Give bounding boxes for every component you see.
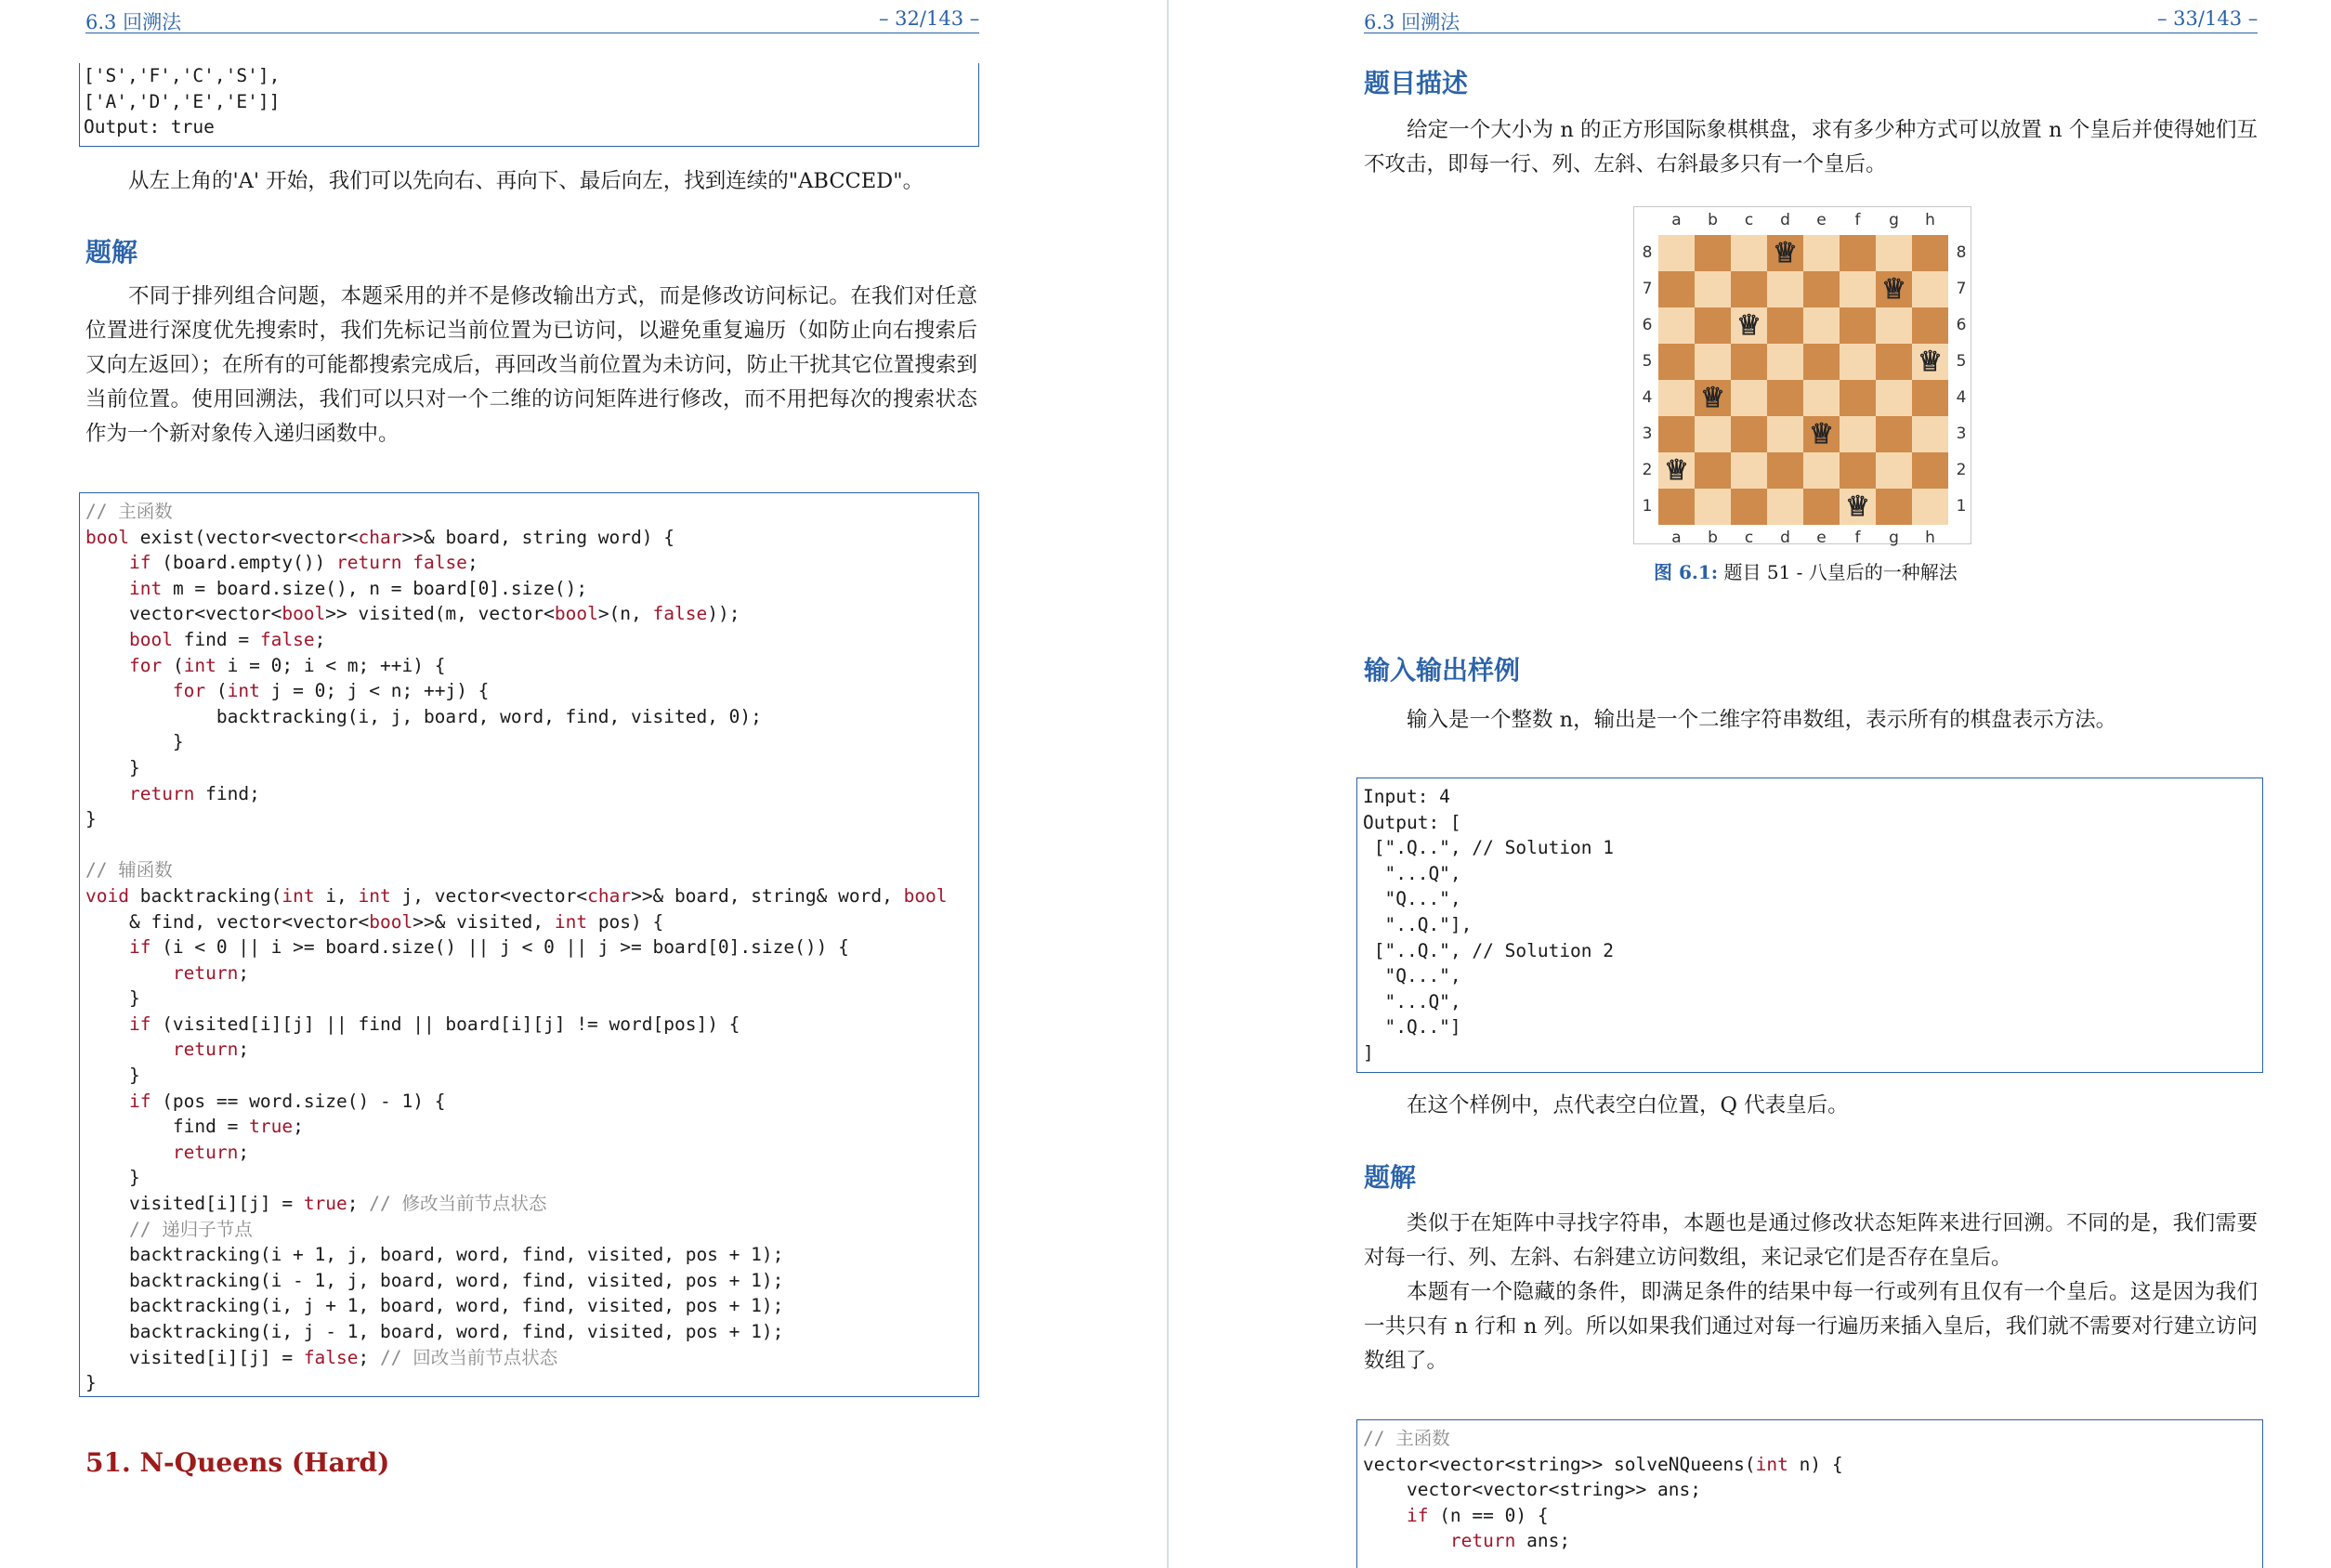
square-h6 <box>1912 307 1948 344</box>
file-label-f-top: f <box>1854 211 1861 229</box>
square-a5 <box>1658 344 1695 380</box>
square-d7 <box>1767 271 1803 307</box>
square-e8 <box>1803 235 1840 271</box>
main-code-text: // 主函数 bool exist(vector<vector<char>>& board, string word) { if (board.empty()) return false; int m = board.size(), n = board[0].size(); vector<vector<bool>> visited(m, vector<bool>(n, false)); bool find = false; for (int i = 0; i < m; ++i) { for (int j = 0; j < n; ++j) { backtracking(i, j, board, word, find, visited, 0); } } return find; } // 辅函数 void backtracking(int i, int j, vector<vector<char>>& board, string& word, bool & find, vector<vector<bool>>& visited, int pos) { if (i < 0 || i >= board.size() || j < 0 || j >= board[0].size()) { return; } if (visited[i][j] || find || board[i][j] != word[pos]) { return; } if (pos == word.size() - 1) { find = true; return; } visited[i][j] = true; // 修改当前节点状态 // 递归子节点 backtracking(i + 1, j, board, word, find, visited, pos + 1); backtracking(i - 1, j, board, word, find, visited, pos + 1); backtracking(i, j + 1, board, word, find, visited, pos + 1); backtracking(i, j - 1, board, word, find, visited, pos + 1); visited[i][j] = false; // 回改当前节点状态 } <box>85 501 948 1394</box>
file-label-g-bottom: g <box>1889 529 1899 547</box>
solution-paragraph-1: 类似于在矩阵中寻找字符串，本题也是通过修改状态矩阵来进行回溯。不同的是，我们需要对每一行、列、左斜、右斜建立访问数组，来记录它们是否存在皇后。 <box>1364 1211 2258 1270</box>
example-explanation: 从左上角的'A' 开始，我们可以先向右、再向下、最后向左，找到连续的"ABCCED"。 <box>128 169 924 193</box>
square-c5 <box>1731 344 1767 380</box>
problem-title: 51. N-Queens (Hard) <box>85 1447 390 1478</box>
square-c7 <box>1731 271 1767 307</box>
file-label-a-top: a <box>1671 211 1682 229</box>
square-h2 <box>1912 452 1948 489</box>
rank-label-2-left: 2 <box>1642 461 1653 479</box>
square-c4 <box>1731 380 1767 416</box>
section-heading-description: 题目描述 <box>1364 68 1469 98</box>
rank-label-4-left: 4 <box>1642 388 1653 407</box>
square-e1 <box>1803 489 1840 525</box>
io-code-block <box>1356 777 2263 1073</box>
square-f3 <box>1840 416 1876 452</box>
square-c3 <box>1731 416 1767 452</box>
queen-icon-g7: ♕ <box>1881 273 1906 306</box>
square-f2 <box>1840 452 1876 489</box>
left-header-page-number: – 32/143 – <box>879 7 980 30</box>
square-g6 <box>1876 307 1912 344</box>
square-g3 <box>1876 416 1912 452</box>
rank-label-5-left: 5 <box>1642 352 1653 371</box>
square-a1 <box>1658 489 1695 525</box>
square-d2 <box>1767 452 1803 489</box>
square-f6 <box>1840 307 1876 344</box>
queen-icon-a2: ♕ <box>1664 454 1689 487</box>
square-d4 <box>1767 380 1803 416</box>
square-b6 <box>1695 307 1731 344</box>
io-paragraph: 输入是一个整数 n，输出是一个二维字符串数组，表示所有的棋盘表示方法。 <box>1407 708 2117 732</box>
square-d1 <box>1767 489 1803 525</box>
rank-label-5-right: 5 <box>1956 352 1967 371</box>
queen-icon-d8: ♕ <box>1773 237 1798 269</box>
queen-icon-b4: ♕ <box>1700 382 1725 414</box>
queen-icon-f1: ♕ <box>1845 490 1870 523</box>
square-h4 <box>1912 380 1948 416</box>
square-a6 <box>1658 307 1695 344</box>
square-d5 <box>1767 344 1803 380</box>
file-label-a-bottom: a <box>1671 529 1682 547</box>
square-c8 <box>1731 235 1767 271</box>
rank-label-7-right: 7 <box>1956 280 1967 298</box>
square-c2 <box>1731 452 1767 489</box>
chessboard <box>1658 235 1948 525</box>
file-label-d-top: d <box>1780 211 1790 229</box>
file-label-h-bottom: h <box>1925 529 1935 547</box>
square-h1 <box>1912 489 1948 525</box>
square-e5 <box>1803 344 1840 380</box>
square-b2 <box>1695 452 1731 489</box>
square-b7 <box>1695 271 1731 307</box>
solution-paragraph: 不同于排列组合问题，本题采用的并不是修改输出方式，而是修改访问标记。在我们对任意位置进行深度优先搜索时，我们先标记当前位置为已访问，以避免重复遍历（如防止向右搜索后又向左返回）；在所有的可能都搜索完成后，再回改当前位置为未访问，防止干扰其它位置搜索到当前位置。使用回溯法，我们可以只对一个二维的访问矩阵进行修改，而不用把每次的搜索状态作为一个新对象传入递归函数中。 <box>85 284 977 446</box>
square-a3 <box>1658 416 1695 452</box>
top-code-text: ['S','F','C','S'], ['A','D','E','E']] Output: true <box>84 65 281 138</box>
rank-label-7-left: 7 <box>1642 280 1653 298</box>
chessboard-figure <box>1633 206 1971 547</box>
io-code-text: Input: 4 Output: [ [".Q..", // Solution 1 "...Q", "Q...", "..Q."], ["..Q.", // Solution 2 "Q...", "...Q", ".Q.."] ] <box>1363 786 1615 1064</box>
figure-caption-label: 图 6.1: <box>1654 561 1719 583</box>
file-label-b-top: b <box>1708 211 1718 229</box>
square-g4 <box>1876 380 1912 416</box>
square-d3 <box>1767 416 1803 452</box>
file-label-e-top: e <box>1816 211 1827 229</box>
square-g1 <box>1876 489 1912 525</box>
rank-label-1-right: 1 <box>1956 497 1967 516</box>
rank-label-3-right: 3 <box>1956 425 1967 443</box>
right-header-title: 6.3 回溯法 <box>1364 11 1460 33</box>
square-g8 <box>1876 235 1912 271</box>
file-label-b-bottom: b <box>1708 529 1718 547</box>
description-paragraph: 给定一个大小为 n 的正方形国际象棋棋盘，求有多少种方式可以放置 n 个皇后并使得她们互不攻击，即每一行、列、左斜、右斜最多只有一个皇后。 <box>1364 118 2258 176</box>
rank-label-6-right: 6 <box>1956 316 1967 334</box>
file-label-g-top: g <box>1889 211 1899 229</box>
file-label-c-bottom: c <box>1744 529 1754 547</box>
queen-icon-c6: ♕ <box>1736 309 1761 342</box>
square-h7 <box>1912 271 1948 307</box>
solution-paragraph-2: 本题有一个隐藏的条件，即满足条件的结果中每一行或列有且仅有一个皇后。这是因为我们一共只有 n 行和 n 列。所以如果我们通过对每一行遍历来插入皇后，我们就不需要对行建立访问数组了。 <box>1364 1280 2258 1373</box>
square-e6 <box>1803 307 1840 344</box>
section-heading-solution: 题解 <box>85 237 138 268</box>
file-label-e-bottom: e <box>1816 529 1827 547</box>
square-f5 <box>1840 344 1876 380</box>
main-code-block <box>79 492 979 1397</box>
square-f4 <box>1840 380 1876 416</box>
square-b8 <box>1695 235 1731 271</box>
rank-label-3-left: 3 <box>1642 425 1653 443</box>
square-g5 <box>1876 344 1912 380</box>
square-f8 <box>1840 235 1876 271</box>
solve-code-text: // 主函数 vector<vector<string>> solveNQueens(int n) { vector<vector<string>> ans; if (n == 0) { return ans; <box>1363 1428 1843 1552</box>
section-heading-solution-right: 题解 <box>1364 1162 1417 1193</box>
left-header-title: 6.3 回溯法 <box>85 11 182 33</box>
queen-icon-h5: ♕ <box>1918 346 1943 378</box>
rank-label-8-right: 8 <box>1956 243 1967 262</box>
rank-label-6-left: 6 <box>1642 316 1653 334</box>
square-e4 <box>1803 380 1840 416</box>
rank-label-4-right: 4 <box>1956 388 1967 407</box>
square-h8 <box>1912 235 1948 271</box>
file-label-f-bottom: f <box>1854 529 1861 547</box>
file-label-h-top: h <box>1925 211 1935 229</box>
file-label-d-bottom: d <box>1780 529 1790 547</box>
solve-code-block <box>1356 1419 2263 1568</box>
square-h3 <box>1912 416 1948 452</box>
right-header-page-number: – 33/143 – <box>2157 7 2259 30</box>
square-g2 <box>1876 452 1912 489</box>
square-f7 <box>1840 271 1876 307</box>
square-a8 <box>1658 235 1695 271</box>
square-a7 <box>1658 271 1695 307</box>
file-label-c-top: c <box>1744 211 1754 229</box>
square-e2 <box>1803 452 1840 489</box>
square-e7 <box>1803 271 1840 307</box>
io-note: 在这个样例中，点代表空白位置，Q 代表皇后。 <box>1407 1093 1849 1117</box>
square-b1 <box>1695 489 1731 525</box>
square-a4 <box>1658 380 1695 416</box>
square-b3 <box>1695 416 1731 452</box>
rank-label-2-right: 2 <box>1956 461 1967 479</box>
figure-caption <box>1654 557 1958 584</box>
figure-caption-text: 题目 51 - 八皇后的一种解法 <box>1723 561 1958 583</box>
rank-label-1-left: 1 <box>1642 497 1653 516</box>
section-heading-io: 输入输出样例 <box>1364 655 1521 686</box>
rank-label-8-left: 8 <box>1642 243 1653 262</box>
square-d6 <box>1767 307 1803 344</box>
square-b5 <box>1695 344 1731 380</box>
queen-icon-e3: ♕ <box>1809 418 1834 451</box>
square-c1 <box>1731 489 1767 525</box>
top-code-block <box>79 63 979 147</box>
